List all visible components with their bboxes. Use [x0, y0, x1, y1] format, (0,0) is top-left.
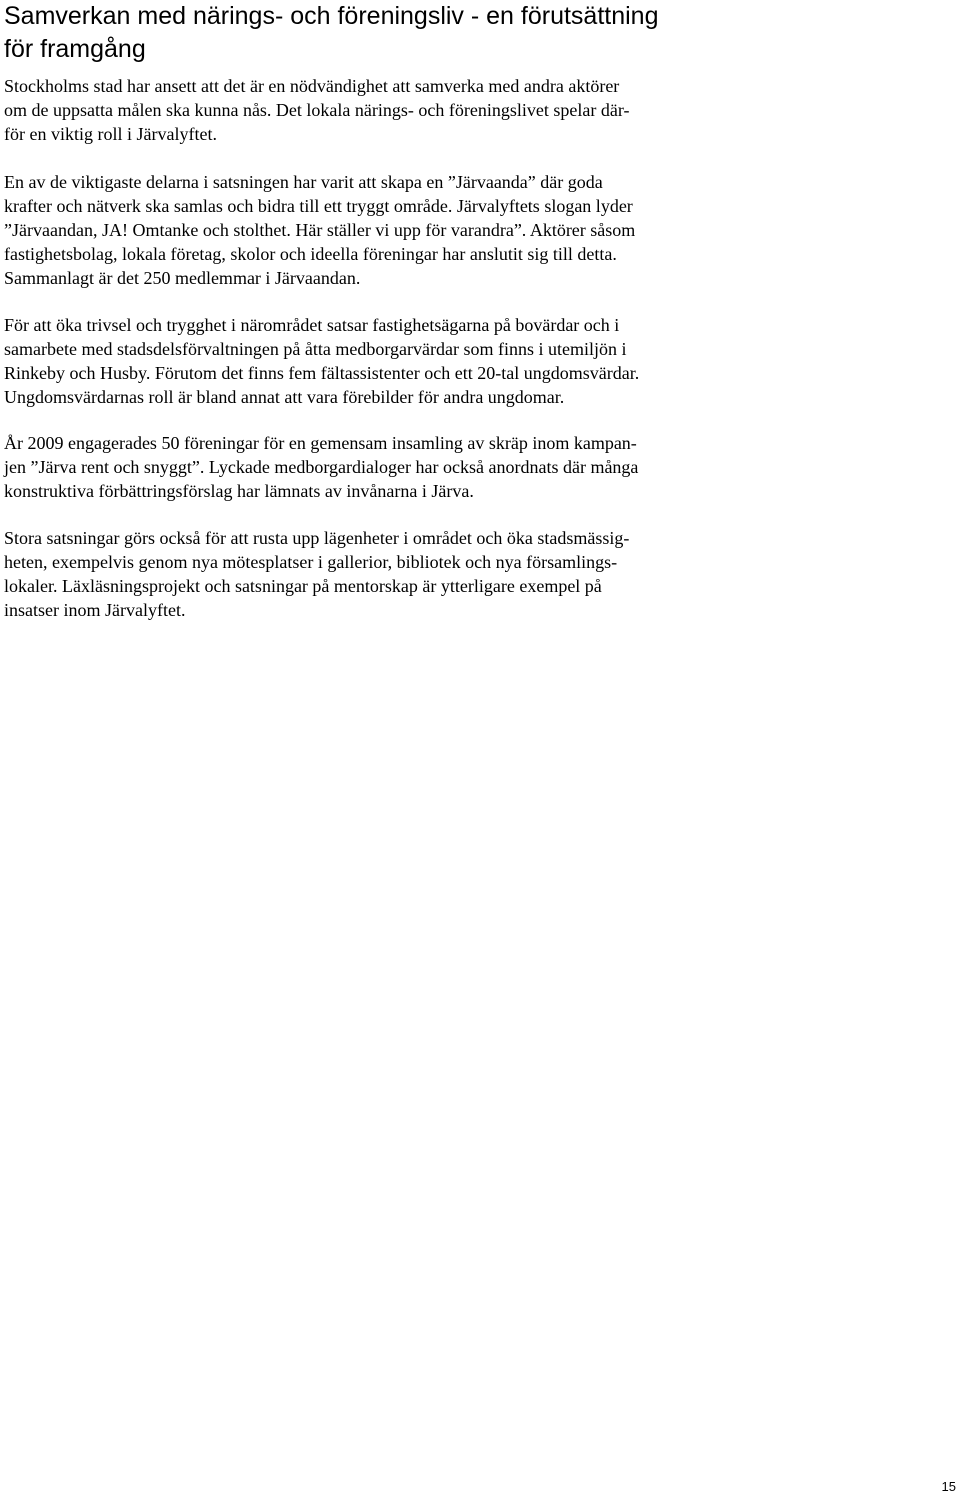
paragraph-line: konstruktiva förbättringsförslag har lämnats av invånarna i Järva. [4, 481, 474, 501]
paragraph-line: En av de viktigaste delarna i satsningen har varit att skapa en ”Järvaanda” där goda [4, 172, 603, 192]
paragraph-line: för en viktig roll i Järvalyftet. [4, 124, 217, 144]
paragraph-jarvaanda [4, 170, 635, 290]
paragraph-trygghet [4, 313, 639, 409]
paragraph-line: om de uppsatta målen ska kunna nås. Det lokala närings- och föreningslivet spelar där- [4, 100, 630, 120]
paragraph-line: För att öka trivsel och trygghet i närområdet satsar fastighetsägarna på bovärdar och i [4, 315, 620, 335]
page-heading [4, 0, 744, 66]
paragraph-line: Stora satsningar görs också för att rusta upp lägenheter i området och öka stadsmässig- [4, 528, 630, 548]
paragraph-line: ”Järvaandan, JA! Omtanke och stolthet. Här ställer vi upp för varandra”. Aktörer såsom [4, 220, 636, 240]
page-number: 15 [941, 1479, 956, 1494]
paragraph-line: jen ”Järva rent och snyggt”. Lyckade medborgardialoger har också anordnats där många [4, 457, 639, 477]
paragraph-satsningar [4, 526, 629, 622]
paragraph-line: Rinkeby och Husby. Förutom det finns fem fältassistenter och ett 20-tal ungdomsvärdar. [4, 363, 640, 383]
paragraph-line: krafter och nätverk ska samlas och bidra till ett tryggt område. Järvalyftets slogan lyder [4, 196, 633, 216]
paragraph-line: Sammanlagt är det 250 medlemmar i Järvaandan. [4, 268, 361, 288]
paragraph-line: lokaler. Läxläsningsprojekt och satsningar på mentorskap är ytterligare exempel på [4, 576, 602, 596]
heading-line-1: Samverkan med närings- och föreningsliv - en förutsättning [4, 2, 659, 30]
paragraph-line: heten, exempelvis genom nya mötesplatser i gallerior, bibliotek och nya församlings- [4, 552, 618, 572]
paragraph-line: Stockholms stad har ansett att det är en nödvändighet att samverka med andra aktörer [4, 76, 620, 96]
paragraph-line: År 2009 engagerades 50 föreningar för en gemensam insamling av skräp inom kampan- [4, 433, 637, 453]
paragraph-insamling [4, 431, 638, 503]
paragraph-intro [4, 74, 629, 146]
paragraph-line: samarbete med stadsdelsförvaltningen på åtta medborgarvärdar som finns i utemiljön i [4, 339, 627, 359]
heading-line-2: för framgång [4, 35, 146, 63]
paragraph-line: Ungdomsvärdarnas roll är bland annat att vara förebilder för andra ungdomar. [4, 387, 565, 407]
paragraph-line: insatser inom Järvalyftet. [4, 600, 186, 620]
paragraph-line: fastighetsbolag, lokala företag, skolor och ideella föreningar har anslutit sig till detta. [4, 244, 617, 264]
